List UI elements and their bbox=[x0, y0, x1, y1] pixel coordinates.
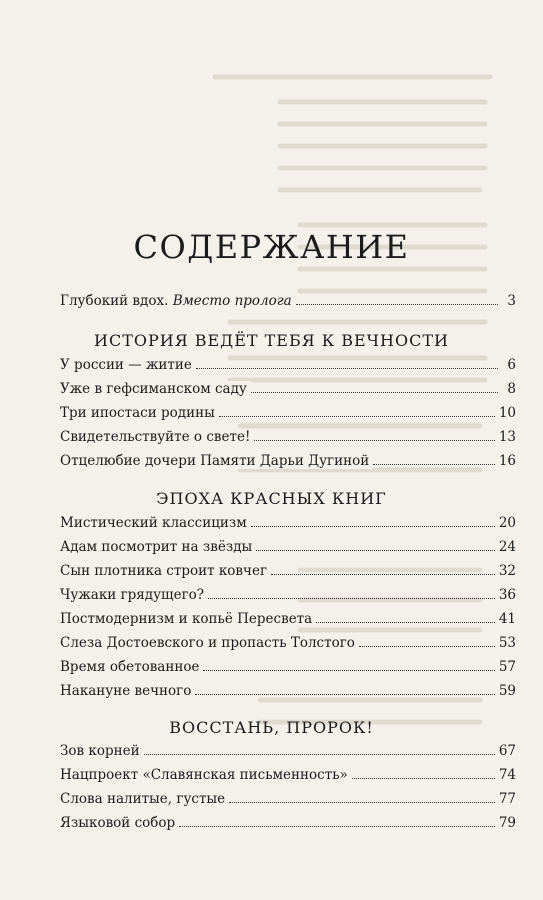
toc-entry-title: Мистический классицизм bbox=[60, 515, 251, 531]
toc-entry-title: Слова налитые, густые bbox=[60, 791, 229, 807]
toc-entry[interactable] bbox=[60, 629, 516, 651]
dot-leader bbox=[251, 526, 495, 527]
toc-entry-page: 24 bbox=[498, 539, 516, 555]
dot-leader bbox=[195, 694, 494, 695]
toc-entry-title: Языковой собор bbox=[60, 815, 179, 831]
prologue-italic: Вместо пролога bbox=[172, 293, 292, 309]
section-heading: ЭПОХА КРАСНЫХ КНИГ bbox=[156, 489, 387, 508]
toc-entry-title: Уже в гефсиманском саду bbox=[60, 381, 251, 397]
toc-entry-page: 20 bbox=[498, 515, 516, 531]
toc-entry-page: 16 bbox=[498, 453, 516, 469]
toc-entry-page: 6 bbox=[507, 357, 516, 373]
dot-leader bbox=[256, 550, 495, 551]
dot-leader bbox=[359, 646, 495, 647]
toc-entry[interactable] bbox=[60, 677, 516, 699]
toc-entry[interactable] bbox=[60, 653, 516, 675]
dot-leader bbox=[203, 670, 494, 671]
section-heading: ВОССТАНЬ, ПРОРОК! bbox=[169, 718, 374, 737]
toc-entry-prologue[interactable] bbox=[60, 287, 516, 309]
toc-entry[interactable] bbox=[60, 605, 516, 627]
toc-entry-title: Отцелюбие дочери Памяти Дарьи Дугиной bbox=[60, 453, 373, 469]
toc-entry-page: 36 bbox=[498, 587, 516, 603]
dot-leader bbox=[219, 416, 495, 417]
toc-entry[interactable] bbox=[60, 809, 516, 831]
toc-entry-page: 59 bbox=[498, 683, 516, 699]
toc-entry-title: Свидетельствуйте о свете! bbox=[60, 429, 254, 445]
toc-entry[interactable] bbox=[60, 761, 516, 783]
toc-entry[interactable] bbox=[60, 509, 516, 531]
toc-entry[interactable] bbox=[60, 447, 516, 469]
toc-entry-page: 74 bbox=[498, 767, 516, 783]
toc-entry-page: 41 bbox=[498, 611, 516, 627]
prologue-text: Глубокий вдох. bbox=[60, 293, 169, 309]
toc-entry-page: 67 bbox=[498, 743, 516, 759]
toc-entry[interactable] bbox=[60, 737, 516, 759]
toc-entry-page: 57 bbox=[498, 659, 516, 675]
toc-entry[interactable] bbox=[60, 399, 516, 421]
toc-entry-page: 3 bbox=[507, 293, 516, 309]
toc-entry-page: 53 bbox=[498, 635, 516, 651]
dot-leader bbox=[254, 440, 494, 441]
toc-entry-page: 77 bbox=[498, 791, 516, 807]
toc-entry-title: Слеза Достоевского и пропасть Толстого bbox=[60, 635, 359, 651]
toc-entry-title: Три ипостаси родины bbox=[60, 405, 219, 421]
toc-entry-title: Накануне вечного bbox=[60, 683, 195, 699]
toc-entry-page: 13 bbox=[498, 429, 516, 445]
toc-entry-title: Постмодернизм и копьё Пересвета bbox=[60, 611, 316, 627]
toc-entry[interactable] bbox=[60, 351, 516, 373]
toc-entry[interactable] bbox=[60, 785, 516, 807]
toc-entry[interactable] bbox=[60, 375, 516, 397]
toc-entry[interactable] bbox=[60, 581, 516, 603]
section-heading: ИСТОРИЯ ВЕДЁТ ТЕБЯ К ВЕЧНОСТИ bbox=[94, 331, 449, 350]
toc-entry-title: Сын плотника строит ковчег bbox=[60, 563, 271, 579]
toc-entry-title bbox=[60, 293, 296, 309]
toc-entry-page: 32 bbox=[498, 563, 516, 579]
toc-entry-page: 10 bbox=[498, 405, 516, 421]
toc-entry-title: Адам посмотрит на звёзды bbox=[60, 539, 256, 555]
toc-entry[interactable] bbox=[60, 557, 516, 579]
toc-entry-title: Время обетованное bbox=[60, 659, 203, 675]
dot-leader bbox=[352, 778, 495, 779]
dot-leader bbox=[271, 574, 495, 575]
toc-entry-title: У россии — житие bbox=[60, 357, 196, 373]
dot-leader bbox=[208, 598, 495, 599]
dot-leader bbox=[179, 826, 495, 827]
toc-entry[interactable] bbox=[60, 423, 516, 445]
toc-entry[interactable] bbox=[60, 533, 516, 555]
dot-leader bbox=[296, 304, 498, 305]
toc-entry-page: 79 bbox=[498, 815, 516, 831]
dot-leader bbox=[229, 802, 495, 803]
toc-entry-title: Нацпроект «Славянская письменность» bbox=[60, 767, 352, 783]
toc-entry-title: Чужаки грядущего? bbox=[60, 587, 208, 603]
toc-entry-title: Зов корней bbox=[60, 743, 144, 759]
dot-leader bbox=[144, 754, 495, 755]
contents-title: СОДЕРЖАНИЕ bbox=[133, 228, 410, 266]
dot-leader bbox=[316, 622, 495, 623]
dot-leader bbox=[251, 392, 498, 393]
dot-leader bbox=[373, 464, 495, 465]
dot-leader bbox=[196, 368, 498, 369]
toc-entry-page: 8 bbox=[507, 381, 516, 397]
